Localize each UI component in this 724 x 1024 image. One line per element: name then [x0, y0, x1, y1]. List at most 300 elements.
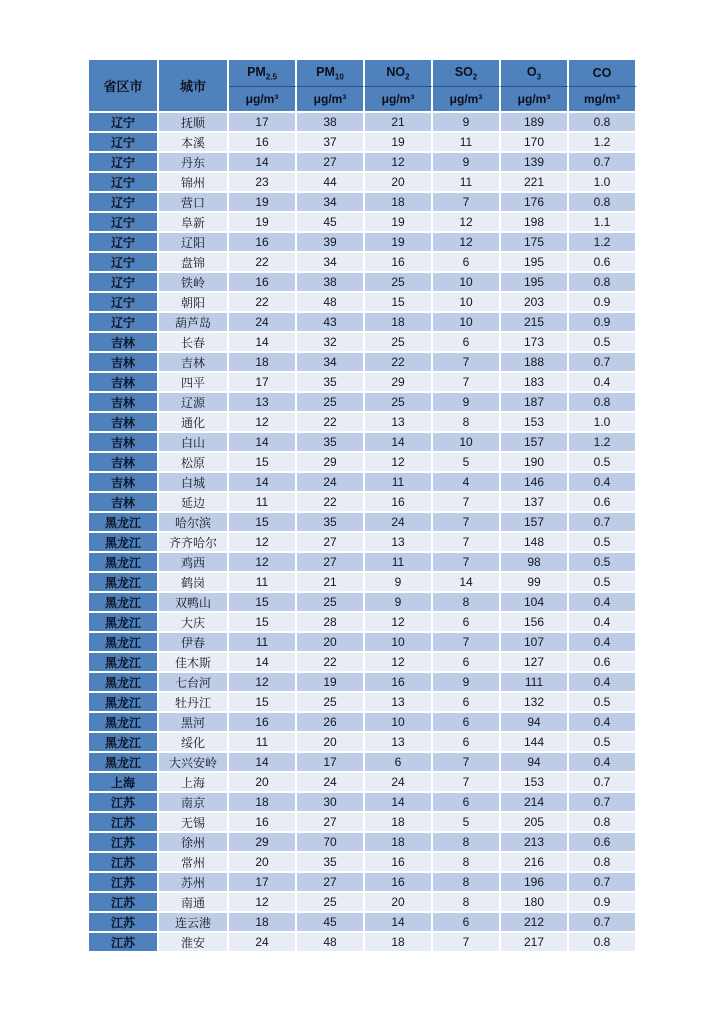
value-cell: 195: [501, 253, 569, 273]
value-cell: 7: [433, 773, 501, 793]
province-cell: 辽宁: [89, 313, 159, 333]
table-row: [89, 333, 637, 353]
value-cell: 27: [297, 873, 365, 893]
value-cell: 20: [297, 633, 365, 653]
city-cell: 白城: [159, 473, 229, 493]
city-cell: 伊春: [159, 633, 229, 653]
value-cell: 12: [229, 673, 297, 693]
value-cell: 99: [501, 573, 569, 593]
table-row: [89, 733, 637, 753]
city-cell: 鹤岗: [159, 573, 229, 593]
value-cell: 17: [229, 873, 297, 893]
value-cell: 0.5: [569, 733, 637, 753]
value-cell: 1.0: [569, 413, 637, 433]
value-cell: 48: [297, 293, 365, 313]
city-cell: 四平: [159, 373, 229, 393]
column-header-o3: $O_3$: [501, 60, 569, 87]
province-cell: 吉林: [89, 393, 159, 413]
value-cell: 11: [229, 633, 297, 653]
column-header-co: CO: [569, 60, 637, 87]
city-cell: 南通: [159, 893, 229, 913]
table-row: [89, 293, 637, 313]
value-cell: 176: [501, 193, 569, 213]
city-cell: 连云港: [159, 913, 229, 933]
value-cell: 213: [501, 833, 569, 853]
value-cell: 11: [229, 733, 297, 753]
value-cell: 29: [365, 373, 433, 393]
city-cell: 辽阳: [159, 233, 229, 253]
value-cell: 12: [229, 893, 297, 913]
value-cell: 0.8: [569, 853, 637, 873]
value-cell: 13: [365, 733, 433, 753]
value-cell: 0.9: [569, 313, 637, 333]
value-cell: 190: [501, 453, 569, 473]
province-cell: 江苏: [89, 933, 159, 953]
table-row: [89, 633, 637, 653]
unit-header-co: mg/m³: [569, 87, 637, 113]
province-cell: 辽宁: [89, 193, 159, 213]
value-cell: 30: [297, 793, 365, 813]
value-cell: 10: [365, 633, 433, 653]
value-cell: 27: [297, 533, 365, 553]
value-cell: 19: [365, 133, 433, 153]
value-cell: 17: [297, 753, 365, 773]
value-cell: 32: [297, 333, 365, 353]
table-row: [89, 213, 637, 233]
value-cell: 18: [229, 353, 297, 373]
value-cell: 34: [297, 353, 365, 373]
value-cell: 8: [433, 853, 501, 873]
value-cell: 6: [433, 253, 501, 273]
table-row: [89, 313, 637, 333]
province-cell: 江苏: [89, 833, 159, 853]
value-cell: 0.7: [569, 913, 637, 933]
value-cell: 0.4: [569, 633, 637, 653]
value-cell: 187: [501, 393, 569, 413]
value-cell: 0.7: [569, 513, 637, 533]
value-cell: 7: [433, 933, 501, 953]
province-cell: 黑龙江: [89, 633, 159, 653]
air-quality-table: [89, 60, 637, 953]
value-cell: 19: [297, 673, 365, 693]
city-cell: 徐州: [159, 833, 229, 853]
province-cell: 吉林: [89, 353, 159, 373]
value-cell: 132: [501, 693, 569, 713]
value-cell: 6: [433, 713, 501, 733]
table-row: [89, 933, 637, 953]
province-cell: 辽宁: [89, 233, 159, 253]
table-row: [89, 473, 637, 493]
table-row: [89, 533, 637, 553]
value-cell: 7: [433, 533, 501, 553]
table-row: [89, 133, 637, 153]
value-cell: 22: [297, 493, 365, 513]
unit-header-no2: μg/m³: [365, 87, 433, 113]
value-cell: 11: [433, 133, 501, 153]
city-cell: 无锡: [159, 813, 229, 833]
value-cell: 19: [365, 233, 433, 253]
value-cell: 48: [297, 933, 365, 953]
value-cell: 0.8: [569, 813, 637, 833]
value-cell: 38: [297, 113, 365, 133]
value-cell: 0.5: [569, 453, 637, 473]
value-cell: 173: [501, 333, 569, 353]
value-cell: 16: [365, 493, 433, 513]
value-cell: 12: [365, 153, 433, 173]
value-cell: 212: [501, 913, 569, 933]
value-cell: 8: [433, 593, 501, 613]
value-cell: 0.7: [569, 793, 637, 813]
table-row: [89, 433, 637, 453]
column-header-province: 省区市: [89, 60, 159, 113]
city-cell: 黑河: [159, 713, 229, 733]
value-cell: 18: [365, 933, 433, 953]
province-cell: 黑龙江: [89, 693, 159, 713]
province-cell: 黑龙江: [89, 673, 159, 693]
value-cell: 0.6: [569, 253, 637, 273]
table-row: [89, 233, 637, 253]
city-cell: 苏州: [159, 873, 229, 893]
value-cell: 18: [365, 813, 433, 833]
value-cell: 7: [433, 633, 501, 653]
value-cell: 189: [501, 113, 569, 133]
value-cell: 12: [365, 653, 433, 673]
value-cell: 18: [365, 193, 433, 213]
value-cell: 214: [501, 793, 569, 813]
value-cell: 25: [297, 693, 365, 713]
value-cell: 6: [365, 753, 433, 773]
table-row: [89, 413, 637, 433]
value-cell: 221: [501, 173, 569, 193]
value-cell: 4: [433, 473, 501, 493]
value-cell: 20: [297, 733, 365, 753]
value-cell: 38: [297, 273, 365, 293]
value-cell: 0.5: [569, 573, 637, 593]
value-cell: 12: [229, 553, 297, 573]
city-cell: 盘锦: [159, 253, 229, 273]
table-header: [89, 60, 637, 113]
value-cell: 26: [297, 713, 365, 733]
value-cell: 1.1: [569, 213, 637, 233]
value-cell: 12: [365, 613, 433, 633]
value-cell: 215: [501, 313, 569, 333]
province-cell: 吉林: [89, 453, 159, 473]
value-cell: 8: [433, 833, 501, 853]
city-cell: 辽源: [159, 393, 229, 413]
city-cell: 大庆: [159, 613, 229, 633]
province-cell: 黑龙江: [89, 513, 159, 533]
value-cell: 0.7: [569, 353, 637, 373]
province-cell: 黑龙江: [89, 593, 159, 613]
value-cell: 94: [501, 753, 569, 773]
province-cell: 吉林: [89, 473, 159, 493]
value-cell: 21: [297, 573, 365, 593]
province-cell: 江苏: [89, 893, 159, 913]
table-row: [89, 193, 637, 213]
value-cell: 19: [229, 213, 297, 233]
value-cell: 12: [229, 413, 297, 433]
value-cell: 216: [501, 853, 569, 873]
value-cell: 20: [365, 173, 433, 193]
value-cell: 153: [501, 773, 569, 793]
value-cell: 35: [297, 373, 365, 393]
value-cell: 183: [501, 373, 569, 393]
province-cell: 江苏: [89, 873, 159, 893]
city-cell: 大兴安岭: [159, 753, 229, 773]
province-cell: 吉林: [89, 493, 159, 513]
value-cell: 148: [501, 533, 569, 553]
value-cell: 15: [229, 593, 297, 613]
value-cell: 25: [297, 593, 365, 613]
province-cell: 辽宁: [89, 113, 159, 133]
value-cell: 7: [433, 373, 501, 393]
table-row: [89, 753, 637, 773]
table-row: [89, 173, 637, 193]
table-row: [89, 153, 637, 173]
table-row: [89, 873, 637, 893]
value-cell: 20: [365, 893, 433, 913]
value-cell: 45: [297, 213, 365, 233]
value-cell: 153: [501, 413, 569, 433]
value-cell: 27: [297, 813, 365, 833]
province-cell: 吉林: [89, 413, 159, 433]
value-cell: 13: [365, 693, 433, 713]
value-cell: 7: [433, 753, 501, 773]
city-cell: 南京: [159, 793, 229, 813]
table-row: [89, 113, 637, 133]
table-row: [89, 673, 637, 693]
city-cell: 延边: [159, 493, 229, 513]
value-cell: 5: [433, 813, 501, 833]
value-cell: 0.4: [569, 673, 637, 693]
province-cell: 辽宁: [89, 293, 159, 313]
value-cell: 16: [365, 673, 433, 693]
province-cell: 江苏: [89, 853, 159, 873]
city-cell: 锦州: [159, 173, 229, 193]
value-cell: 24: [297, 473, 365, 493]
value-cell: 7: [433, 553, 501, 573]
value-cell: 0.8: [569, 933, 637, 953]
value-cell: 205: [501, 813, 569, 833]
value-cell: 10: [365, 713, 433, 733]
value-cell: 14: [365, 913, 433, 933]
value-cell: 0.7: [569, 153, 637, 173]
city-cell: 营口: [159, 193, 229, 213]
value-cell: 10: [433, 293, 501, 313]
value-cell: 14: [229, 153, 297, 173]
value-cell: 14: [229, 333, 297, 353]
value-cell: 8: [433, 873, 501, 893]
value-cell: 198: [501, 213, 569, 233]
value-cell: 6: [433, 613, 501, 633]
value-cell: 98: [501, 553, 569, 573]
column-header-so2: $SO_2$: [433, 60, 501, 87]
city-cell: 丹东: [159, 153, 229, 173]
value-cell: 11: [433, 173, 501, 193]
table-body: [89, 113, 637, 953]
value-cell: 44: [297, 173, 365, 193]
value-cell: 15: [229, 693, 297, 713]
value-cell: 25: [365, 273, 433, 293]
value-cell: 0.9: [569, 893, 637, 913]
value-cell: 0.4: [569, 593, 637, 613]
city-cell: 朝阳: [159, 293, 229, 313]
table-row: [89, 793, 637, 813]
value-cell: 19: [365, 213, 433, 233]
province-cell: 黑龙江: [89, 553, 159, 573]
value-cell: 12: [433, 233, 501, 253]
value-cell: 12: [365, 453, 433, 473]
column-header-no2: $NO_2$: [365, 60, 433, 87]
value-cell: 137: [501, 493, 569, 513]
value-cell: 15: [229, 613, 297, 633]
value-cell: 18: [229, 793, 297, 813]
table-row: [89, 553, 637, 573]
value-cell: 9: [433, 113, 501, 133]
value-cell: 0.5: [569, 553, 637, 573]
table-row: [89, 573, 637, 593]
value-cell: 0.6: [569, 493, 637, 513]
city-cell: 常州: [159, 853, 229, 873]
value-cell: 12: [229, 533, 297, 553]
table-row: [89, 833, 637, 853]
value-cell: 6: [433, 913, 501, 933]
province-cell: 黑龙江: [89, 573, 159, 593]
value-cell: 127: [501, 653, 569, 673]
value-cell: 180: [501, 893, 569, 913]
value-cell: 24: [365, 513, 433, 533]
city-cell: 佳木斯: [159, 653, 229, 673]
value-cell: 25: [365, 333, 433, 353]
value-cell: 195: [501, 273, 569, 293]
value-cell: 10: [433, 313, 501, 333]
value-cell: 94: [501, 713, 569, 733]
value-cell: 0.4: [569, 753, 637, 773]
value-cell: 23: [229, 173, 297, 193]
value-cell: 18: [365, 833, 433, 853]
value-cell: 188: [501, 353, 569, 373]
value-cell: 146: [501, 473, 569, 493]
column-header-pm2-5: $PM_{2.5}$: [229, 60, 297, 87]
province-cell: 上海: [89, 773, 159, 793]
value-cell: 9: [365, 573, 433, 593]
value-cell: 43: [297, 313, 365, 333]
city-cell: 铁岭: [159, 273, 229, 293]
city-cell: 哈尔滨: [159, 513, 229, 533]
value-cell: 34: [297, 193, 365, 213]
province-cell: 江苏: [89, 913, 159, 933]
pollutant-name-row: [89, 60, 637, 87]
value-cell: 0.6: [569, 833, 637, 853]
table-row: [89, 773, 637, 793]
value-cell: 9: [433, 393, 501, 413]
value-cell: 0.4: [569, 373, 637, 393]
value-cell: 14: [229, 653, 297, 673]
province-cell: 辽宁: [89, 213, 159, 233]
value-cell: 6: [433, 693, 501, 713]
value-cell: 15: [365, 293, 433, 313]
value-cell: 35: [297, 433, 365, 453]
value-cell: 157: [501, 513, 569, 533]
value-cell: 203: [501, 293, 569, 313]
value-cell: 15: [229, 453, 297, 473]
value-cell: 25: [297, 893, 365, 913]
value-cell: 1.0: [569, 173, 637, 193]
value-cell: 24: [229, 933, 297, 953]
value-cell: 70: [297, 833, 365, 853]
city-cell: 长春: [159, 333, 229, 353]
value-cell: 9: [433, 153, 501, 173]
province-cell: 辽宁: [89, 133, 159, 153]
value-cell: 24: [297, 773, 365, 793]
value-cell: 16: [229, 133, 297, 153]
value-cell: 11: [365, 553, 433, 573]
value-cell: 0.5: [569, 333, 637, 353]
value-cell: 14: [229, 753, 297, 773]
value-cell: 10: [433, 433, 501, 453]
value-cell: 14: [365, 793, 433, 813]
value-cell: 16: [229, 233, 297, 253]
value-cell: 175: [501, 233, 569, 253]
value-cell: 0.9: [569, 293, 637, 313]
value-cell: 139: [501, 153, 569, 173]
value-cell: 11: [229, 573, 297, 593]
table-row: [89, 893, 637, 913]
value-cell: 37: [297, 133, 365, 153]
value-cell: 29: [297, 453, 365, 473]
unit-header-so2: μg/m³: [433, 87, 501, 113]
value-cell: 24: [365, 773, 433, 793]
value-cell: 14: [229, 433, 297, 453]
value-cell: 19: [229, 193, 297, 213]
value-cell: 7: [433, 513, 501, 533]
table-row: [89, 273, 637, 293]
value-cell: 6: [433, 793, 501, 813]
province-cell: 江苏: [89, 793, 159, 813]
city-cell: 牡丹江: [159, 693, 229, 713]
city-cell: 吉林: [159, 353, 229, 373]
city-cell: 松原: [159, 453, 229, 473]
value-cell: 170: [501, 133, 569, 153]
city-cell: 葫芦岛: [159, 313, 229, 333]
city-cell: 淮安: [159, 933, 229, 953]
value-cell: 7: [433, 353, 501, 373]
value-cell: 111: [501, 673, 569, 693]
city-cell: 本溪: [159, 133, 229, 153]
value-cell: 35: [297, 513, 365, 533]
value-cell: 27: [297, 153, 365, 173]
province-cell: 吉林: [89, 373, 159, 393]
province-cell: 辽宁: [89, 153, 159, 173]
table-row: [89, 493, 637, 513]
table-row: [89, 613, 637, 633]
table-row: [89, 713, 637, 733]
value-cell: 27: [297, 553, 365, 573]
value-cell: 7: [433, 193, 501, 213]
value-cell: 0.4: [569, 473, 637, 493]
value-cell: 16: [229, 813, 297, 833]
province-cell: 吉林: [89, 433, 159, 453]
value-cell: 16: [229, 273, 297, 293]
column-header-city: 城市: [159, 60, 229, 113]
value-cell: 14: [365, 433, 433, 453]
city-cell: 上海: [159, 773, 229, 793]
province-cell: 黑龙江: [89, 653, 159, 673]
value-cell: 18: [365, 313, 433, 333]
province-cell: 辽宁: [89, 273, 159, 293]
value-cell: 0.8: [569, 393, 637, 413]
value-cell: 25: [297, 393, 365, 413]
